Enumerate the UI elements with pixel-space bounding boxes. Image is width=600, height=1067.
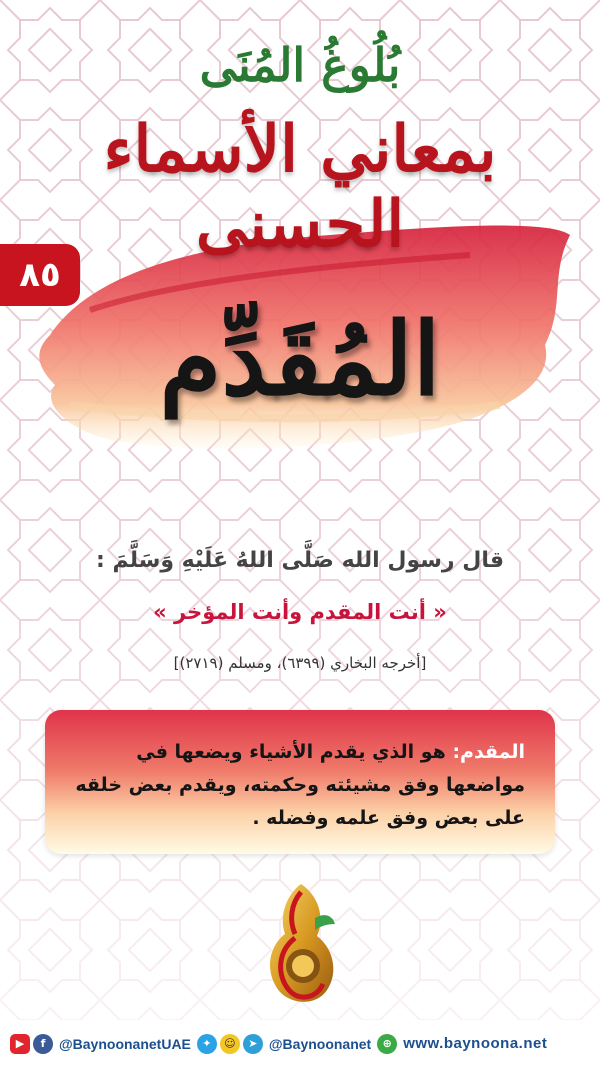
twitter-icon[interactable]: ✦ (197, 1034, 217, 1054)
divine-name-title: المُقَدِّم (159, 300, 441, 418)
hadith-intro: قال رسول الله صَلَّى اللهُ عَلَيْهِ وَسَلَّمَ : (96, 548, 504, 573)
baynoona-emblem-icon (255, 878, 347, 1010)
footer-social-bar (0, 1020, 600, 1067)
name-number-badge (0, 244, 80, 306)
meaning-term: المقدم: (452, 741, 525, 763)
meaning-text: هو الذي يقدم الأشياء ويضعها في مواضعها وفق مشيئته وحكمته، ويقدم بعض خلقه على بعض وفق علمه وفضله . (75, 741, 525, 829)
facebook-icon[interactable]: f (33, 1034, 53, 1054)
web-icon[interactable]: ⊕ (377, 1034, 397, 1054)
telegram-icon[interactable]: ➤ (243, 1034, 263, 1054)
book-title-top: بُلُوغُ المُنَى (199, 38, 401, 92)
social-handle-uae[interactable]: @BaynoonanetUAE (59, 1035, 191, 1052)
book-title-main: بمعاني الأسماء الحسنى (103, 112, 497, 262)
hadith-text: « أنت المقدم وأنت المؤخر » (153, 600, 447, 624)
meaning-box (45, 710, 555, 854)
website-link[interactable]: www.baynoona.net (403, 1035, 548, 1052)
social-handle[interactable]: @Baynoonanet (268, 1035, 372, 1052)
snapchat-icon[interactable]: ☺ (220, 1034, 240, 1054)
hadith-source: [أخرجه البخاري (٦٣٩٩)، ومسلم (٢٧١٩)] (173, 654, 427, 672)
name-number: ٨٥ (19, 255, 61, 295)
youtube-icon[interactable]: ▶ (10, 1034, 30, 1054)
